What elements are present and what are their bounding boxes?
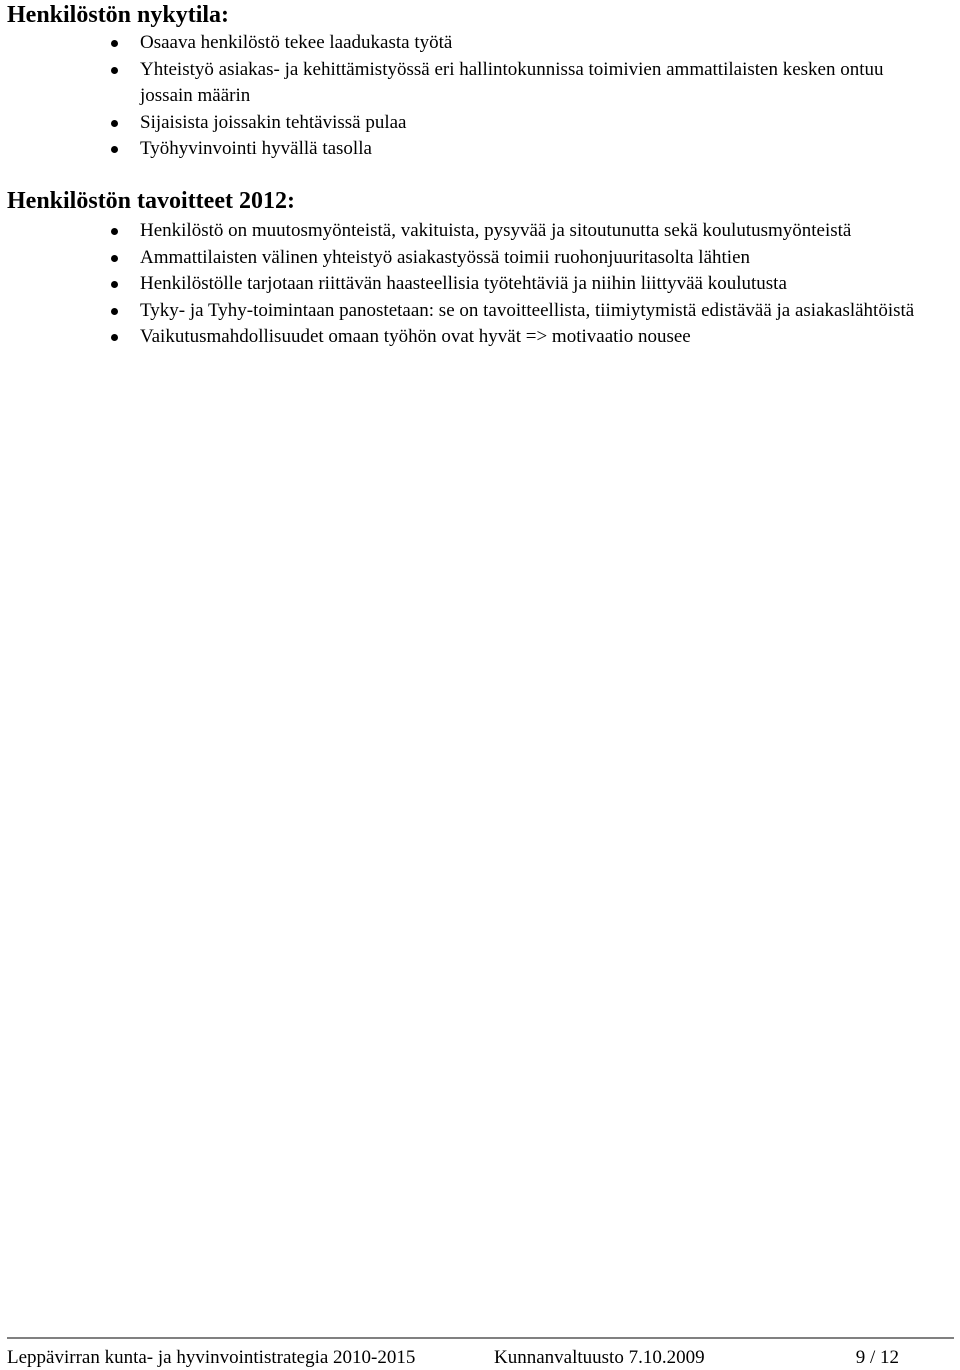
page-footer [7,1337,954,1370]
bullet-icon [111,146,118,153]
list-item [7,57,940,110]
list-item-text: Yhteistyö asiakas- ja kehittämistyössä eri hallintokunnissa toimivien ammattilaisten kesken ontuu jossain määrin [140,58,884,106]
list-item [7,324,940,351]
bullet-icon [111,281,118,288]
section-heading: Henkilöstön nykytila: [7,2,230,28]
list-item [7,245,940,272]
list-item [7,218,940,245]
bullet-icon [111,120,118,127]
list-item [7,30,940,57]
bullet-icon [111,308,118,315]
bullet-list [7,218,940,351]
bullet-icon [111,228,118,235]
bullet-icon [111,334,118,341]
list-item-text: Henkilöstö on muutosmyönteistä, vakituista, pysyvää ja sitoutunutta sekä koulutusmyönteistä [140,220,852,241]
list-item-text: Työhyvinvointi hyvällä tasolla [140,138,372,159]
list-item-text: Vaikutusmahdollisuudet omaan työhön ovat hyvät => motivaatio nousee [140,326,691,347]
list-item-text: Ammattilaisten välinen yhteistyö asiakastyössä toimii ruohonjuuritasolta lähtien [140,246,751,268]
list-item [7,110,940,137]
footer-document-title: Leppävirran kunta- ja hyvinvointistrategia 2010-2015 [7,1347,416,1368]
footer-council-date: Kunnanvaltuusto 7.10.2009 [494,1347,705,1368]
bullet-icon [111,255,118,262]
list-item-text: Sijaisista joissakin tehtävissä pulaa [140,111,407,133]
list-item [7,136,940,163]
bullet-icon [111,40,118,47]
list-item-text: Henkilöstölle tarjotaan riittävän haasteellisia työtehtäviä ja niihin liittyvää koulutusta [140,273,787,294]
footer-page-number: 9 / 12 [855,1347,899,1368]
section-current-state [7,0,940,163]
bullet-list [7,30,940,163]
list-item [7,298,940,325]
list-item-text: Osaava henkilöstö tekee laadukasta työtä [140,32,453,53]
list-item-text: Tyky- ja Tyhy-toimintaan panostetaan: se on tavoitteellista, tiimiytymistä edistävää ja asiakaslähtöistä [140,299,915,321]
section-heading: Henkilöstön tavoitteet 2012: [7,188,295,214]
bullet-icon [111,67,118,74]
section-goals-2012 [7,186,940,351]
list-item [7,271,940,298]
